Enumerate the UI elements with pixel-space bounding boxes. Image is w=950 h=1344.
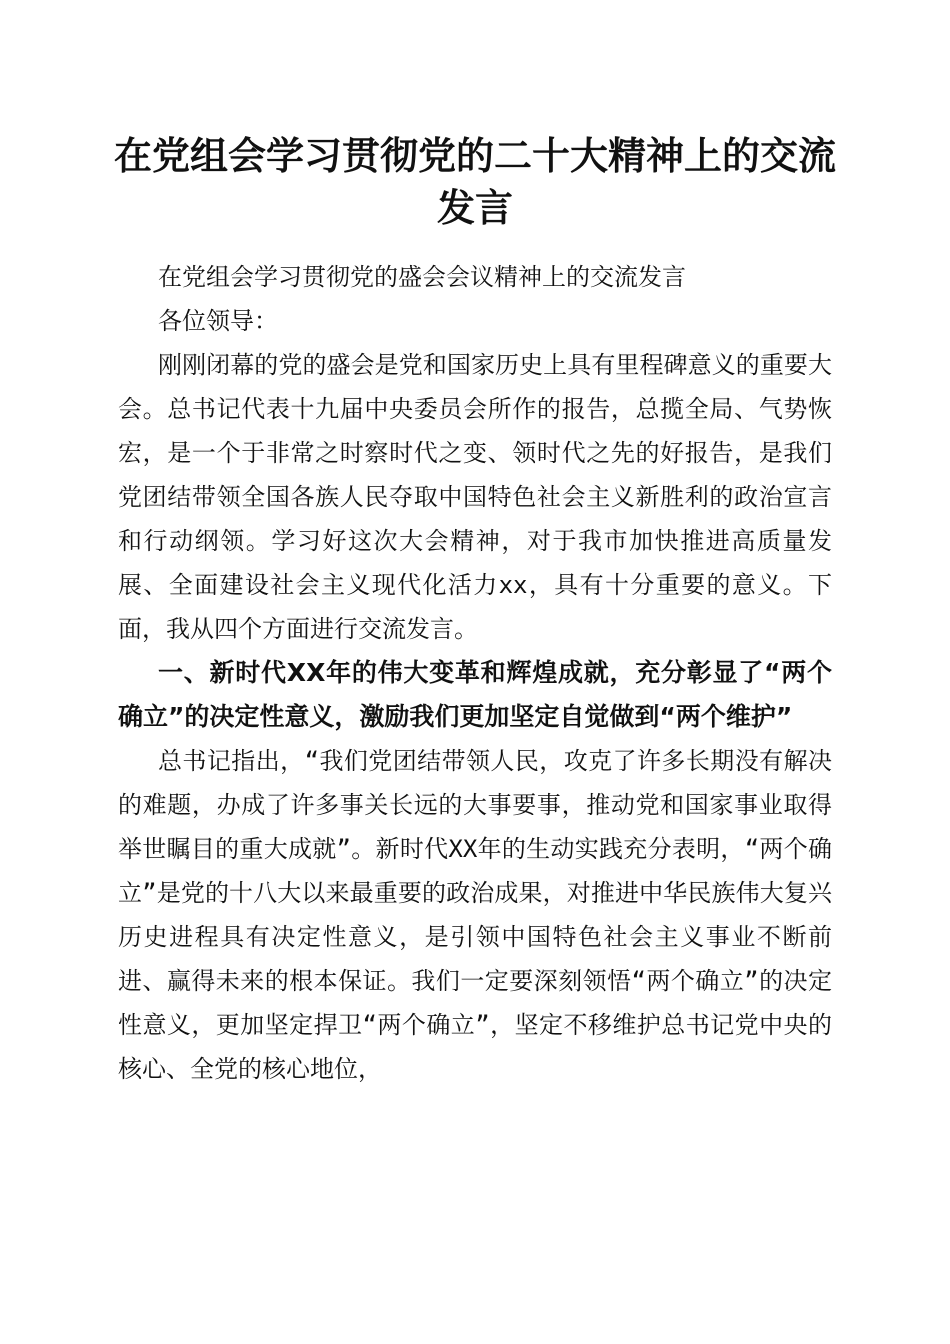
document-subtitle: 在党组会学习贯彻党的盛会会议精神上的交流发言 — [158, 263, 686, 291]
document-body — [118, 250, 832, 1091]
document-title: 在党组会学习贯彻党的二十大精神上的交流发言 — [113, 133, 836, 230]
salutation: 各位领导： — [158, 307, 278, 335]
section-1-heading: 一、新时代XX年的伟大变革和辉煌成就，充分彰显了“两个确立”的决定性意义，激励我们更加坚定自觉做到“两个维护” — [118, 658, 832, 731]
intro-paragraph: 刚刚闭幕的党的盛会是党和国家历史上具有里程碑意义的重要大会。总书记代表十九届中央委员会所作的报告，总揽全局、气势恢宏，是一个于非常之时察时代之变、领时代之先的好报告，是我们党团结带领全国各族人民夺取中国特色社会主义新胜利的政治宣言和行动纲领。学习好这次大会精神，对于我市加快推进高质量发展、全面建设社会主义现代化活力xx，具有十分重要的意义。下面，我从四个方面进行交流发言。 — [118, 351, 832, 643]
section-1-paragraph: 总书记指出，“我们党团结带领人民，攻克了许多长期没有解决的难题，办成了许多事关长远的大事要事，推动党和国家事业取得举世瞩目的重大成就”。新时代XX年的生动实践充分表明，“两个确立”是党的十八大以来最重要的政治成果，对推进中华民族伟大复兴历史进程具有决定性意义，是引领中国特色社会主义事业不断前进、赢得未来的根本保证。我们一定要深刻领悟“两个确立”的决定性意义，更加坚定捍卫“两个确立”，坚定不移维护总书记党中央的核心、全党的核心地位， — [118, 747, 832, 1083]
